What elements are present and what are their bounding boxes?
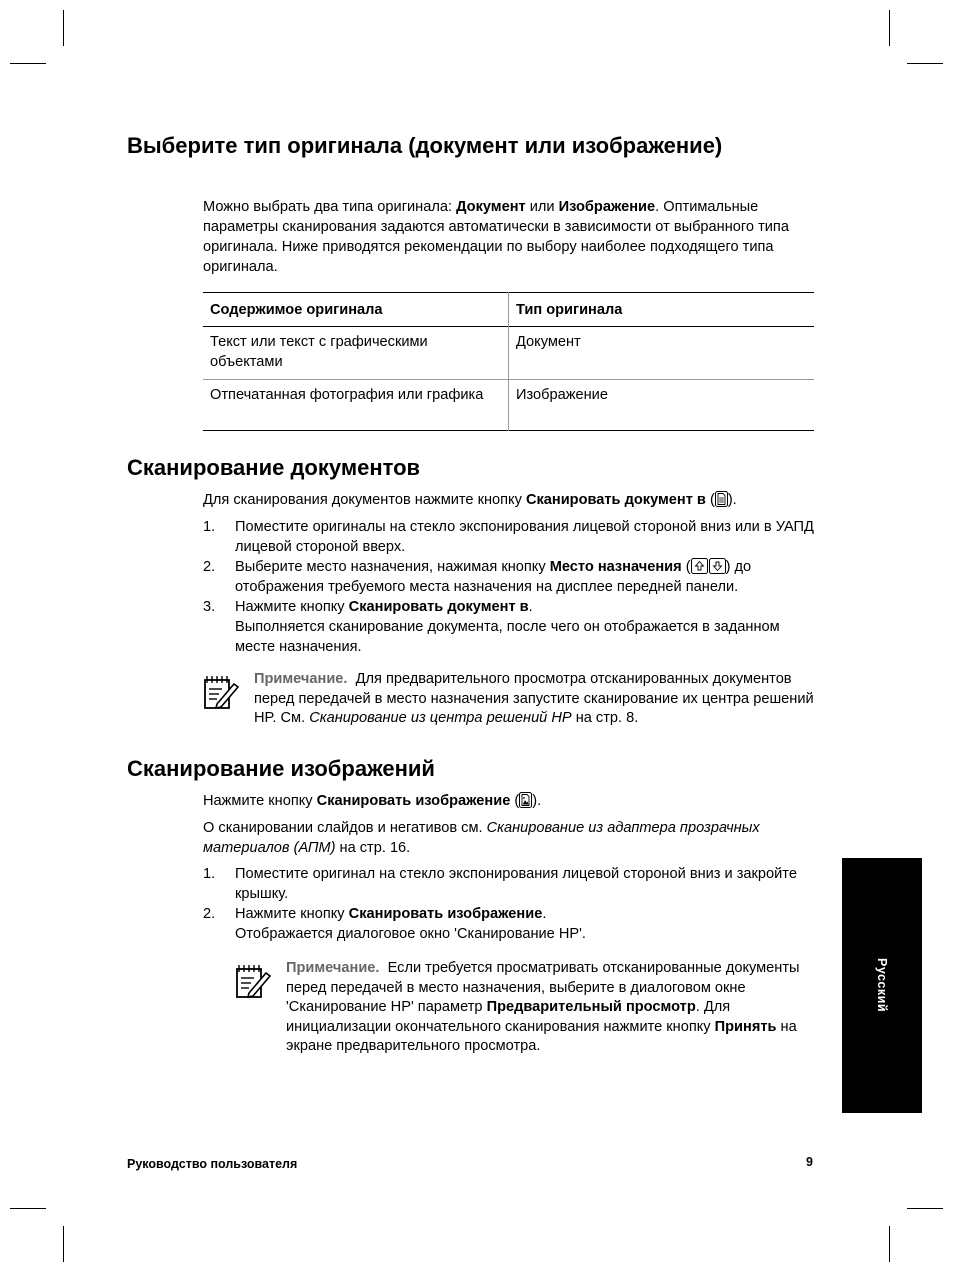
crop-mark	[907, 63, 943, 64]
crop-mark	[10, 63, 46, 64]
table-cell: Изображение	[516, 387, 608, 403]
table-cell: Документ	[516, 334, 581, 350]
scan-picture-icon	[519, 792, 532, 808]
section-title-scan-documents: Сканирование документов	[127, 455, 421, 480]
scan-documents-steps	[203, 517, 815, 657]
page-number: 9	[806, 1155, 813, 1169]
scan-documents-note: Примечание. Для предварительного просмотра отсканированных документов перед передачей в место назначения запустите сканирование их центра решений HP. См. Сканирование из центра решений HP на стр. 8.	[254, 671, 818, 726]
scan-documents-intro: Для сканирования документов нажмите кнопку Сканировать документ в ( ).	[203, 492, 737, 508]
list-item: 2. Выберите место назначения, нажимая кнопку Место назначения ( ) до отображения требуемого места назначения на дисплее передней панели.	[203, 559, 752, 595]
list-item: 2. Нажмите кнопку Сканировать изображение. Отображается диалоговое окно 'Сканирование HP'.	[203, 906, 586, 942]
table-header-content: Содержимое оригинала	[203, 293, 509, 327]
section-title-scan-pictures: Сканирование изображений	[127, 756, 435, 781]
footer-guide-title: Руководство пользователя	[127, 1157, 298, 1171]
table-row	[203, 380, 814, 431]
scan-pictures-intro2: О сканировании слайдов и негативов см. Сканирование из адаптера прозрачных материалов (АПМ) на стр. 16.	[203, 820, 760, 856]
scan-pictures-note: Примечание. Если требуется просматривать отсканированные документы перед передачей в место назначения, выберите в диалоговом окне 'Сканирование HP' параметр Предварительный просмотр. Для инициализации окончательного сканирования нажмите кнопку Принять на экране предварительного просмотра.	[286, 960, 804, 1054]
language-side-tab-label: Русский	[875, 957, 889, 1013]
list-item: 1. Поместите оригиналы на стекло экспонирования лицевой стороной вниз или в УАПД лицевой стороной вверх.	[203, 519, 814, 555]
table-cell: Текст или текст с графическими объектами	[203, 327, 509, 380]
crop-mark	[10, 1208, 46, 1209]
table-header-row	[203, 293, 814, 327]
destination-up-icon	[691, 558, 726, 574]
note-icon	[202, 674, 240, 712]
scan-document-icon	[715, 491, 728, 507]
scan-pictures-intro: Нажмите кнопку Сканировать изображение ( ).	[203, 793, 542, 809]
table-cell: Отпечатанная фотография или графика	[203, 380, 509, 431]
scan-pictures-steps	[203, 864, 815, 944]
crop-mark	[63, 1226, 64, 1262]
list-item: 3. Нажмите кнопку Сканировать документ в. Выполняется сканирование документа, после чего он отображается в заданном месте назначения.	[203, 599, 780, 655]
list-item: 1. Поместите оригинал на стекло экспонирования лицевой стороной вниз и закройте крышку.	[203, 866, 797, 902]
original-type-table	[203, 292, 814, 431]
crop-mark	[889, 10, 890, 46]
crop-mark	[63, 10, 64, 46]
section-title-original-type: Выберите тип оригинала (документ или изображение)	[127, 133, 723, 158]
crop-mark	[889, 1226, 890, 1262]
table-header-type: Тип оригинала	[516, 302, 623, 318]
note-icon	[234, 963, 272, 1001]
language-side-tab	[842, 858, 922, 1113]
table-row	[203, 327, 814, 380]
original-type-intro: Можно выбрать два типа оригинала: Документ или Изображение. Оптимальные параметры сканирования задаются автоматически в зависимости от выбранного типа оригинала. Ниже приводятся рекомендации по выбору наиболее подходящего типа оригинала.	[203, 199, 789, 275]
crop-mark	[907, 1208, 943, 1209]
